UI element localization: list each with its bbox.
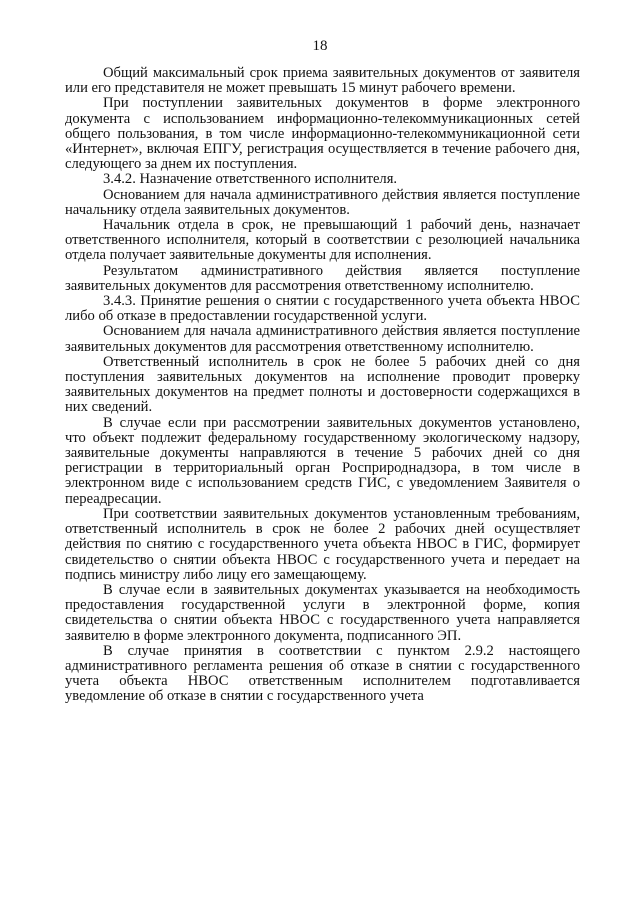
paragraph: При соответствии заявительных документов установленным требованиям, ответственный исполнитель в срок не более 2 рабочих дней осуществляет действия по снятию с государственного учета объекта НВОС в ГИС, формирует свидетельство о снятии объекта НВОС с государственного учета и передает на подпись министру либо лицу его замещающему. bbox=[65, 505, 580, 583]
paragraph: Общий максимальный срок приема заявительных документов от заявителя или его представителя не может превышать 15 минут рабочего времени. bbox=[65, 65, 580, 97]
page-number: 18 bbox=[312, 38, 328, 54]
paragraph: Ответственный исполнитель в срок не более 5 рабочих дней со дня поступления заявительных документов на исполнение проводит проверку заявительных документов на предмет полноты и достоверности содержащихся в них сведений. bbox=[65, 353, 580, 416]
paragraph: Основанием для начала административного действия является поступление заявительных документов для рассмотрения ответственному исполнителю. bbox=[65, 323, 580, 355]
paragraph: В случае если при рассмотрении заявительных документов установлено, что объект подлежит федеральному государственному экологическому надзору, заявительные документы направляются в течение 5 рабочих дней со дня регистрации в территориальный орган Росприроднадзора, в том числе в электронном виде с использованием средств ГИС, с уведомлением Заявителя о переадресации. bbox=[65, 414, 580, 507]
body-text bbox=[65, 66, 580, 705]
section-heading-3-4-3: 3.4.3. Принятие решения о снятии с государственного учета объекта НВОС либо об отказе в предоставлении государственной услуги. bbox=[65, 293, 580, 325]
paragraph: Начальник отдела в срок, не превышающий 1 рабочий день, назначает ответственного исполнителя, который в соответствии с резолюцией начальника отдела получает заявительные документы для исполнения. bbox=[65, 217, 580, 264]
paragraph: В случае если в заявительных документах указывается на необходимость предоставления государственной услуги в электронной форме, копия свидетельства о снятии объекта НВОС с государственного учета направляется заявителю в форме электронного документа, подписанного ЭП. bbox=[65, 581, 580, 644]
paragraph: В случае принятия в соответствии с пунктом 2.9.2 настоящего административного регламента решения об отказе в снятии с государственного учета объекта НВОС ответственным исполнителем подготавливается уведомление об отказе в снятии с государственного учета bbox=[65, 642, 580, 705]
paragraph: Основанием для начала административного действия является поступление начальнику отдела заявительных документов. bbox=[65, 186, 580, 218]
paragraph: Результатом административного действия является поступление заявительных документов для рассмотрения ответственному исполнителю. bbox=[65, 262, 580, 294]
paragraph: При поступлении заявительных документов в форме электронного документа с использованием информационно-телекоммуникационных сетей общего пользования, в том числе информационно-телекоммуникационной сети «Интернет», включая ЕПГУ, регистрация осуществляется в течение рабочего дня, следующего за днем их поступления. bbox=[65, 95, 580, 173]
section-heading-3-4-2: 3.4.2. Назначение ответственного исполнителя. bbox=[103, 171, 398, 188]
